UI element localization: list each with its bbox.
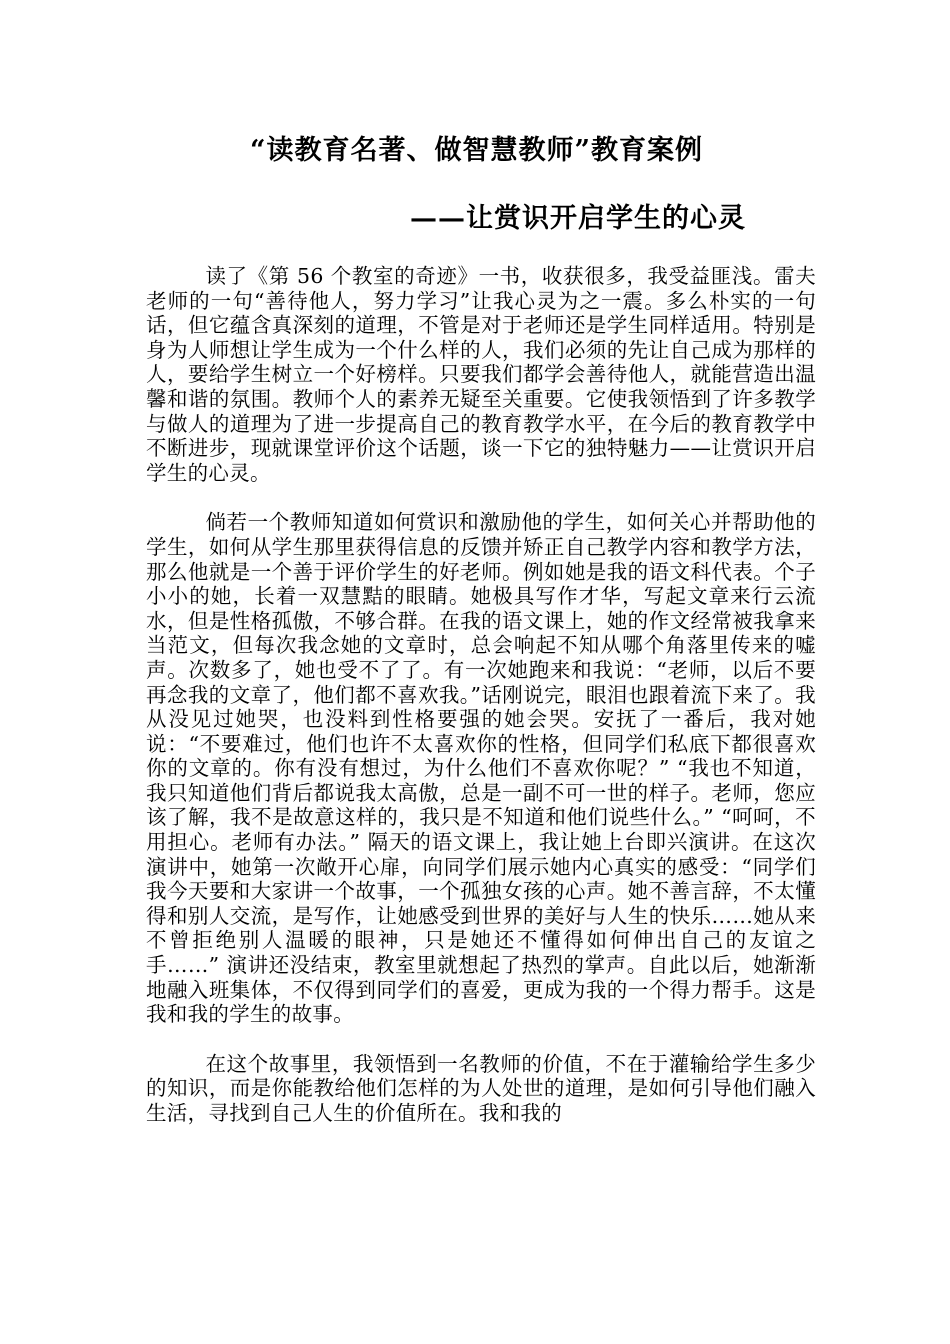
document-subtitle: ——让赏识开启学生的心灵 [410, 203, 746, 234]
document-title: “读教育名著、做智慧教师”教育案例 [250, 135, 704, 166]
paragraph-3: 在这个故事里，我领悟到一名教师的价值，不在于灌输给学生多少的知识，而是你能教给他们怎样的为人处世的道理，是如何引导他们融入生活，寻找到自己人生的价值所在。我和我的 [146, 1051, 816, 1125]
paragraph-2: 倘若一个教师知道如何赏识和激励他的学生，如何关心并帮助他的学生，如何从学生那里获得信息的反馈并矫正自己教学内容和教学方法，那么他就是一个善于评价学生的好老师。例如她是我的语文科代表。个子小小的她，长着一双慧黠的眼睛。她极具写作才华，写起文章来行云流水，但是性格孤傲，不够合群。在我的语文课上，她的作文经常被我拿来当范文，但每次我念她的文章时，总会响起不知从哪个角落里传来的嘘声。次数多了，她也受不了了。有一次她跑来和我说：“老师，以后不要再念我的文章了，他们都不喜欢我。”话刚说完，眼泪也跟着流下来了。我从没见过她哭，也没料到性格要强的她会哭。安抚了一番后，我对她说：“不要难过，他们也许不太喜欢你的性格，但同学们私底下都很喜欢你的文章的。你有没有想过，为什么他们不喜欢你呢？” “我也不知道，我只知道他们背后都说我太高傲，总是一副不可一世的样子。老师，您应该了解，我不是故意这样的，我只是不知道和他们说些什么。” “呵呵，不用担心。老师有办法。” 隔天的语文课上，我让她上台即兴演讲。在这次演讲中，她第一次敞开心扉，向同学们展示她内心真实的感受：“同学们我今天要和大家讲一个故事，一个孤独女孩的心声。她不善言辞，不太懂得和别人交流，是写作，让她感受到世界的美好与人生的快乐……她从来不曾拒绝别人温暖的眼神，只是她还不懂得如何伸出自己的友谊之手……” 演讲还没结束，教室里就想起了热烈的掌声。自此以后，她渐渐地融入班集体，不仅得到同学们的喜爱，更成为我的一个得力帮手。这是我和我的学生的故事。 [146, 510, 816, 1027]
document-body [146, 264, 816, 1151]
paragraph-1: 读了《第 56 个教室的奇迹》一书，收获很多，我受益匪浅。雷夫老师的一句“善待他人，努力学习”让我心灵为之一震。多么朴实的一句话，但它蕴含真深刻的道理，不管是对于老师还是学生同样适用。特别是身为人师想让学生成为一个什么样的人，我们必须的先让自己成为那样的人，要给学生树立一个好榜样。只要我们都学会善待他人，就能营造出温馨和谐的氛围。教师个人的素养无疑至关重要。它使我领悟到了许多教学与做人的道理为了进一步提高自己的教育教学水平，在今后的教育教学中不断进步，现就课堂评价这个话题，谈一下它的独特魅力——让赏识开启学生的心灵。 [146, 264, 816, 485]
